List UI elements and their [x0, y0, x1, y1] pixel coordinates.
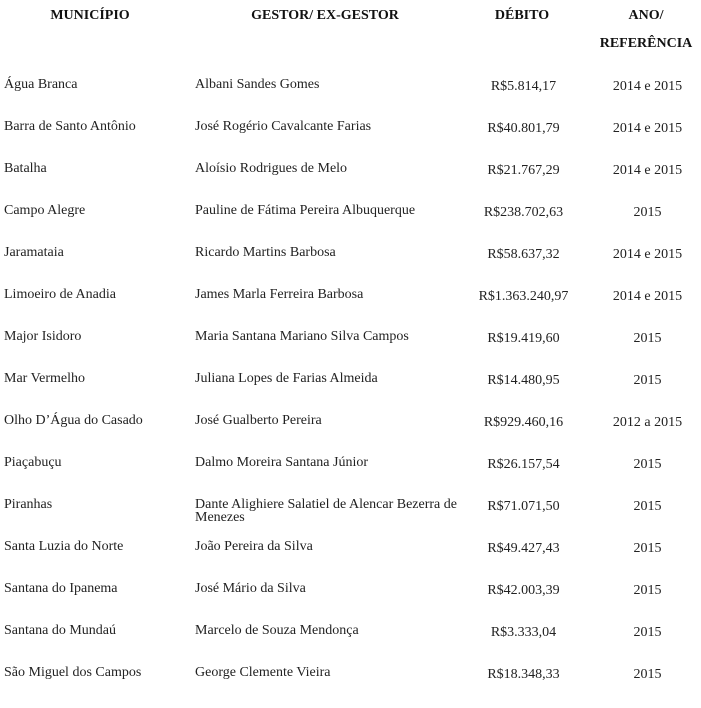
cell-gestor: Marcelo de Souza Mendonça	[195, 623, 359, 638]
table-row	[0, 582, 701, 624]
cell-municipio: Piranhas	[4, 497, 53, 512]
table-row	[0, 372, 701, 414]
cell-gestor: Pauline de Fátima Pereira Albuquerque	[195, 203, 416, 218]
cell-gestor: George Clemente Vieira	[195, 665, 331, 680]
header-gestor: GESTOR/ EX-GESTOR	[251, 8, 399, 23]
cell-gestor: Juliana Lopes de Farias Almeida	[195, 371, 378, 386]
cell-municipio: Santana do Ipanema	[4, 581, 118, 596]
cell-municipio: Batalha	[4, 161, 47, 176]
table-row	[0, 204, 701, 246]
cell-ano: 2014 e 2015	[612, 247, 683, 262]
cell-municipio: Campo Alegre	[4, 203, 86, 218]
cell-municipio: Água Branca	[4, 77, 78, 92]
cell-debito: R$71.071,50	[487, 499, 560, 514]
table-row	[0, 414, 701, 456]
table-row	[0, 246, 701, 288]
cell-municipio: São Miguel dos Campos	[4, 665, 142, 680]
cell-ano: 2015	[633, 373, 662, 388]
cell-debito: R$40.801,79	[487, 121, 560, 136]
cell-ano: 2015	[633, 331, 662, 346]
cell-debito: R$18.348,33	[487, 667, 560, 682]
header-ano-line2: REFERÊNCIA	[599, 36, 693, 51]
table-row	[0, 330, 701, 372]
cell-debito: R$21.767,29	[487, 163, 560, 178]
cell-gestor: Dante Alighiere Salatiel de Alencar Bezerra de Menezes	[195, 497, 457, 525]
cell-debito: R$1.363.240,97	[478, 289, 569, 304]
cell-ano: 2015	[633, 499, 662, 514]
cell-municipio: Olho D’Água do Casado	[4, 413, 143, 428]
table-row	[0, 78, 701, 120]
cell-debito: R$238.702,63	[483, 205, 564, 220]
cell-gestor: Maria Santana Mariano Silva Campos	[195, 329, 409, 344]
cell-ano: 2015	[633, 583, 662, 598]
table-row	[0, 288, 701, 330]
cell-gestor: João Pereira da Silva	[195, 539, 313, 554]
table-row	[0, 540, 701, 582]
cell-ano: 2014 e 2015	[612, 289, 683, 304]
cell-gestor: Ricardo Martins Barbosa	[195, 245, 336, 260]
cell-ano: 2015	[633, 667, 662, 682]
cell-gestor: Dalmo Moreira Santana Júnior	[195, 455, 369, 470]
cell-debito: R$26.157,54	[487, 457, 560, 472]
cell-debito: R$3.333,04	[490, 625, 557, 640]
header-debito: DÉBITO	[494, 8, 550, 23]
cell-municipio: Piaçabuçu	[4, 455, 62, 470]
table-row	[0, 162, 701, 204]
cell-municipio: Limoeiro de Anadia	[4, 287, 116, 302]
table-row	[0, 624, 701, 666]
cell-gestor: José Rogério Cavalcante Farias	[195, 119, 372, 134]
cell-gestor: Aloísio Rodrigues de Melo	[195, 161, 348, 176]
cell-gestor: James Marla Ferreira Barbosa	[195, 287, 364, 302]
cell-debito: R$19.419,60	[487, 331, 560, 346]
table-row	[0, 120, 701, 162]
table-row	[0, 666, 701, 708]
cell-debito: R$5.814,17	[490, 79, 557, 94]
cell-municipio: Santana do Mundaú	[4, 623, 116, 638]
cell-ano: 2014 e 2015	[612, 163, 683, 178]
header-municipio: MUNICÍPIO	[50, 8, 130, 23]
cell-debito: R$929.460,16	[483, 415, 564, 430]
cell-ano: 2015	[633, 457, 662, 472]
cell-ano: 2012 a 2015	[612, 415, 683, 430]
cell-ano: 2015	[633, 541, 662, 556]
cell-municipio: Santa Luzia do Norte	[4, 539, 124, 554]
cell-gestor: José Mário da Silva	[195, 581, 306, 596]
cell-gestor: Albani Sandes Gomes	[195, 77, 320, 92]
table-row	[0, 498, 701, 540]
cell-municipio: Barra de Santo Antônio	[4, 119, 136, 134]
cell-municipio: Mar Vermelho	[4, 371, 85, 386]
cell-ano: 2015	[633, 205, 662, 220]
cell-municipio: Jaramataia	[4, 245, 64, 260]
cell-debito: R$42.003,39	[487, 583, 560, 598]
cell-gestor: José Gualberto Pereira	[195, 413, 322, 428]
header-ano-line1: ANO/	[628, 8, 664, 23]
cell-municipio: Major Isidoro	[4, 329, 82, 344]
cell-debito: R$58.637,32	[487, 247, 560, 262]
table-row	[0, 456, 701, 498]
cell-debito: R$14.480,95	[487, 373, 560, 388]
cell-ano: 2015	[633, 625, 662, 640]
cell-ano: 2014 e 2015	[612, 121, 683, 136]
cell-ano: 2014 e 2015	[612, 79, 683, 94]
cell-debito: R$49.427,43	[487, 541, 560, 556]
